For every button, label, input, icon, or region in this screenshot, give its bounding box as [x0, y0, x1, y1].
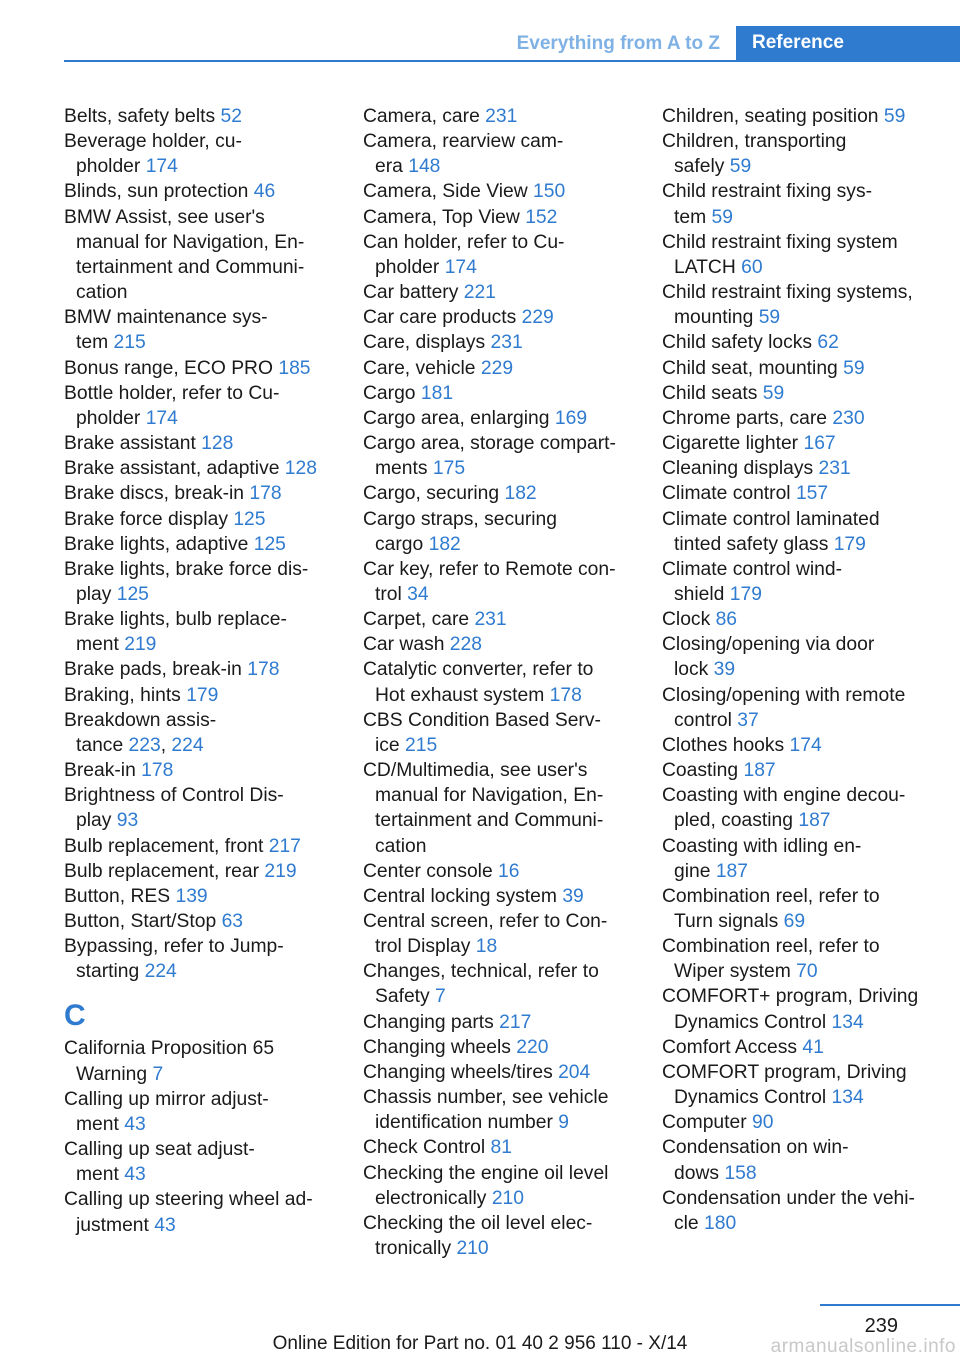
index-entry — [662, 179, 954, 229]
index-term: Coasting with engine decou- pled, coasting — [662, 785, 906, 832]
index-term: Camera, Top View — [363, 206, 526, 228]
index-entry — [662, 456, 954, 481]
index-entry — [64, 381, 334, 431]
header-section-title: Everything from A to Z — [516, 33, 720, 54]
index-term: Checking the engine oil level electronically — [363, 1162, 609, 1209]
index-term: Child restraint fixing system LATCH — [662, 231, 898, 278]
index-entry — [64, 557, 334, 607]
index-entry — [64, 884, 334, 909]
index-entry — [662, 683, 954, 733]
index-term: Care, displays — [363, 332, 491, 354]
index-term: Blinds, sun protection — [64, 181, 254, 203]
page-link[interactable]: 231 — [818, 458, 851, 480]
index-entry — [662, 481, 954, 506]
page-link[interactable]: 167 — [803, 433, 836, 455]
page-link[interactable]: 150 — [533, 181, 566, 203]
page-link[interactable]: 221 — [463, 282, 496, 304]
page-link[interactable]: 63 — [221, 911, 244, 932]
page-link[interactable]: 7 — [152, 1063, 164, 1085]
page-link[interactable]: 52 — [220, 106, 242, 127]
index-term: BMW maintenance sys- tem — [64, 307, 268, 354]
index-entry — [64, 607, 334, 657]
page-link[interactable]: 219 — [124, 634, 157, 656]
index-column-1 — [64, 104, 334, 1238]
index-entry — [662, 431, 954, 456]
index-term: Combination reel, refer to Wiper system — [662, 936, 880, 983]
index-entry — [662, 330, 954, 355]
page-link[interactable]: 59 — [762, 382, 785, 404]
page-link[interactable]: 34 — [407, 583, 429, 605]
page-link[interactable]: 59 — [729, 156, 752, 178]
page-link[interactable]: 39 — [562, 885, 584, 907]
page-link[interactable]: 174 — [145, 407, 178, 429]
index-term: Button, Start/Stop — [64, 911, 222, 932]
page-link[interactable]: 158 — [724, 1162, 757, 1184]
index-entry — [662, 129, 954, 179]
page-link[interactable]: 179 — [186, 684, 219, 706]
page-link[interactable]: 93 — [116, 810, 139, 832]
index-letter-heading: C — [64, 999, 86, 1033]
index-entry — [363, 205, 633, 230]
index-term: Cleaning displays — [662, 458, 819, 480]
index-term: Button, RES — [64, 885, 176, 907]
index-entry — [64, 859, 334, 884]
page-link[interactable]: 59 — [758, 307, 781, 329]
index-entry — [363, 507, 633, 557]
page-link[interactable]: 128 — [284, 458, 317, 480]
index-column-2 — [363, 104, 633, 1261]
index-term: Child safety locks — [662, 332, 818, 354]
index-term: Bulb replacement, rear — [64, 860, 265, 882]
page-link[interactable]: 18 — [475, 936, 498, 958]
page-link[interactable]: 148 — [408, 156, 441, 178]
page-link[interactable]: 90 — [752, 1112, 774, 1134]
index-entry — [662, 104, 954, 129]
index-term: Bonus range, ECO PRO — [64, 357, 279, 379]
index-entry — [662, 557, 954, 607]
index-entry — [662, 783, 954, 833]
index-term: Breakdown assis- tance — [64, 709, 217, 756]
index-entry — [363, 859, 633, 884]
page-link[interactable]: 37 — [737, 709, 759, 731]
index-term: Break-in — [64, 760, 142, 782]
page-link[interactable]: 219 — [264, 860, 297, 882]
index-entry — [662, 230, 954, 280]
index-entry — [64, 179, 334, 204]
index-term: Closing/opening via door lock — [662, 634, 875, 681]
index-term: Carpet, care — [363, 609, 475, 631]
index-entry — [363, 1211, 633, 1261]
index-entry — [64, 104, 334, 129]
page-link[interactable]: 231 — [490, 332, 523, 354]
index-entry — [64, 356, 334, 381]
index-entry — [363, 909, 633, 959]
index-entry — [363, 632, 633, 657]
index-term: Braking, hints — [64, 684, 187, 706]
index-term: Can holder, refer to Cu- pholder — [363, 231, 565, 278]
index-term: Coasting with idling en- gine — [662, 835, 862, 882]
page-link[interactable]: 41 — [802, 1036, 824, 1058]
index-entry — [64, 683, 334, 708]
index-entry — [662, 632, 954, 682]
index-entry — [363, 884, 633, 909]
page-link[interactable]: 181 — [420, 382, 454, 404]
index-entry — [363, 557, 633, 607]
index-term: Brake assistant — [64, 433, 202, 455]
page-link[interactable]: 46 — [253, 181, 276, 203]
index-entry — [363, 1135, 633, 1160]
index-term: Brake pads, break-in — [64, 659, 248, 681]
page-link[interactable]: 174 — [145, 156, 178, 178]
page-link[interactable]: 217 — [268, 835, 301, 857]
page-link[interactable]: 169 — [554, 407, 588, 429]
page-link[interactable]: 134 — [831, 1011, 864, 1033]
index-term: Cargo, securing — [363, 483, 505, 505]
index-term: Brake discs, break-in — [64, 483, 250, 505]
index-entry — [363, 129, 633, 179]
index-entry — [662, 834, 954, 884]
index-entry — [363, 758, 633, 859]
page-link[interactable]: 229 — [521, 307, 554, 329]
index-term: Child restraint fixing sys- tem — [662, 181, 873, 228]
index-term: Camera, care — [363, 106, 486, 127]
index-term: California Proposition 65 Warning — [64, 1038, 275, 1085]
index-term: Calling up seat adjust- ment — [64, 1139, 255, 1186]
page-link[interactable]: 178 — [141, 760, 174, 782]
index-term: Condensation under the vehi- cle — [662, 1187, 915, 1234]
index-term: Bulb replacement, front — [64, 835, 269, 857]
index-entry — [662, 984, 954, 1034]
index-entry — [662, 1135, 954, 1185]
index-term: Children, seating position — [662, 106, 884, 127]
index-term: Child seats — [662, 382, 763, 404]
index-term: Changes, technical, refer to Safety — [363, 961, 599, 1008]
index-term: Brake lights, brake force dis- play — [64, 558, 309, 605]
index-entry — [363, 381, 633, 406]
index-entry — [64, 1036, 334, 1086]
page-link[interactable]: 59 — [843, 357, 865, 379]
index-term: Car care products — [363, 307, 522, 329]
index-entry — [64, 431, 334, 456]
page-link[interactable]: 210 — [456, 1238, 489, 1260]
index-entry — [363, 280, 633, 305]
index-entry — [662, 607, 954, 632]
index-term: Clock — [662, 609, 716, 631]
index-term: Bypassing, refer to Jump- starting — [64, 936, 284, 983]
index-term: Beverage holder, cu- pholder — [64, 131, 242, 178]
page-number-rule — [820, 1304, 960, 1306]
index-entry — [64, 909, 334, 934]
index-entry — [662, 356, 954, 381]
watermark: armanualsonline.info — [770, 1336, 956, 1357]
index-entry — [662, 381, 954, 406]
page-link[interactable]: 125 — [253, 533, 286, 555]
index-term: COMFORT+ program, Driving Dynamics Control — [662, 986, 919, 1033]
page-link[interactable]: 86 — [715, 609, 738, 631]
index-entry — [64, 129, 334, 179]
index-term: Care, vehicle — [363, 357, 481, 379]
index-entry — [363, 1035, 633, 1060]
page-link[interactable]: 187 — [743, 760, 776, 782]
index-term: Changing parts — [363, 1011, 500, 1033]
index-entry — [363, 1161, 633, 1211]
page-link[interactable]: 175 — [432, 458, 466, 480]
index-term: Check Control — [363, 1137, 491, 1159]
index-entry — [363, 179, 633, 204]
index-entry — [64, 657, 334, 682]
index-term: Chrome parts, care — [662, 407, 833, 429]
index-term: Brightness of Control Dis- play — [64, 785, 284, 832]
page-link[interactable]: 215 — [113, 332, 146, 354]
page-link[interactable]: 62 — [817, 332, 839, 354]
index-term: Bottle holder, refer to Cu- pholder — [64, 382, 280, 429]
index-term: Child restraint fixing systems, mounting — [662, 282, 913, 329]
index-entry — [363, 1060, 633, 1085]
index-entry — [363, 1085, 633, 1135]
index-term: BMW Assist, see user's manual for Navigation, En- tertainment and Communi- cation — [64, 206, 305, 304]
page-link[interactable]: 69 — [783, 911, 806, 932]
index-term: Car key, refer to Remote con- trol — [363, 558, 616, 605]
page-link[interactable]: 180 — [704, 1212, 737, 1234]
page-link[interactable]: 224 — [144, 961, 177, 983]
index-entry — [64, 1087, 334, 1137]
index-term: Catalytic converter, refer to Hot exhaust system — [363, 659, 594, 706]
index-entry — [363, 657, 633, 707]
index-term: Cargo area, enlarging — [363, 407, 555, 429]
index-entry — [363, 607, 633, 632]
index-term: Climate control wind- shield — [662, 558, 843, 605]
index-entry — [662, 1060, 954, 1110]
index-term: Climate control — [662, 483, 796, 505]
page-link[interactable]: 179 — [729, 583, 762, 605]
index-term: Car battery — [363, 282, 464, 304]
page-link[interactable]: 157 — [795, 483, 829, 505]
index-term: Cigarette lighter — [662, 433, 804, 455]
index-column-3 — [662, 104, 954, 1236]
page-link[interactable]: 59 — [883, 106, 906, 127]
index-entry — [662, 280, 954, 330]
index-entry — [363, 708, 633, 758]
index-entry — [662, 733, 954, 758]
index-entry — [64, 205, 334, 306]
page-link[interactable]: 174 — [789, 734, 822, 756]
index-term: Changing wheels/tires — [363, 1061, 559, 1083]
page-link[interactable]: 210 — [491, 1187, 524, 1209]
index-term: Calling up mirror adjust- ment — [64, 1088, 269, 1135]
index-term: Child seat, mounting — [662, 357, 844, 379]
index-entry — [64, 1187, 334, 1237]
index-entry — [662, 934, 954, 984]
page-link[interactable]: 174 — [444, 256, 477, 278]
index-term: Condensation on win- dows — [662, 1137, 849, 1184]
index-term: Climate control laminated tinted safety glass — [662, 508, 880, 555]
index-entry — [363, 431, 633, 481]
index-entry — [363, 230, 633, 280]
index-term: Changing wheels — [363, 1036, 517, 1058]
page-link[interactable]: 187 — [798, 810, 831, 832]
page-link[interactable]: 215 — [405, 734, 438, 756]
page-link[interactable]: 178 — [549, 684, 582, 706]
header-rule — [64, 60, 960, 62]
page-link[interactable]: 230 — [832, 407, 865, 429]
page-link[interactable]: 70 — [796, 961, 818, 983]
index-term: Cargo area, storage compart- ments — [363, 433, 616, 480]
page-link[interactable]: 152 — [525, 206, 558, 228]
page-link[interactable]: 128 — [201, 433, 234, 455]
page-link[interactable]: 9 — [558, 1112, 570, 1134]
page-link[interactable]: 125 — [116, 583, 149, 605]
index-entry — [363, 481, 633, 506]
index-entry — [64, 507, 334, 532]
page-link[interactable]: 204 — [558, 1061, 591, 1083]
index-term: Camera, Side View — [363, 181, 534, 203]
index-entry — [363, 406, 633, 431]
index-entry — [64, 532, 334, 557]
page-link[interactable]: 60 — [741, 256, 763, 278]
page-link[interactable]: 223 — [128, 734, 161, 756]
index-term: Coasting — [662, 760, 744, 782]
index-term: Computer — [662, 1112, 753, 1134]
index-term: Central locking system — [363, 885, 563, 907]
page-link[interactable]: 217 — [499, 1011, 532, 1033]
index-term: Brake force display — [64, 508, 234, 530]
page-link[interactable]: 231 — [485, 106, 518, 127]
index-entry — [64, 456, 334, 481]
index-term: Brake assistant, adaptive — [64, 458, 285, 480]
page-link[interactable]: 81 — [490, 1137, 512, 1159]
index-entry — [363, 959, 633, 1009]
page-link[interactable]: 178 — [249, 483, 282, 505]
page-link[interactable]: 229 — [480, 357, 514, 379]
index-term: COMFORT program, Driving Dynamics Control — [662, 1061, 907, 1109]
index-entry — [662, 884, 954, 934]
index-entry — [64, 1137, 334, 1187]
page-link[interactable]: 224 — [171, 734, 204, 756]
page-link[interactable]: 139 — [175, 885, 208, 907]
page-link[interactable]: 187 — [715, 860, 748, 882]
index-entry — [363, 305, 633, 330]
index-term: Cargo straps, securing cargo — [363, 508, 557, 555]
index-term: Checking the oil level elec- tronically — [363, 1212, 593, 1260]
page-link[interactable]: 59 — [711, 206, 733, 228]
index-entry — [363, 330, 633, 355]
page-link[interactable]: 16 — [498, 860, 520, 882]
index-term: Closing/opening with remote control — [662, 684, 906, 731]
page-link[interactable]: 43 — [124, 1113, 146, 1135]
index-entry — [662, 406, 954, 431]
header-tab-reference[interactable]: Reference — [736, 26, 960, 62]
index-entry — [64, 305, 334, 355]
index-term: Comfort Access — [662, 1036, 803, 1058]
page-link[interactable]: 182 — [504, 483, 537, 505]
page-link[interactable]: 43 — [124, 1164, 146, 1186]
index-term: Brake lights, bulb replace- ment — [64, 609, 287, 656]
index-entry — [662, 758, 954, 783]
footer-edition: Online Edition for Part no. 01 40 2 956 110 - X/14 — [272, 1333, 688, 1354]
page-link[interactable]: 125 — [233, 508, 266, 530]
page-link[interactable]: 185 — [278, 357, 311, 379]
index-entry — [363, 104, 633, 129]
page-link[interactable]: 178 — [247, 659, 280, 681]
page-link[interactable]: 182 — [428, 533, 461, 555]
index-term: Center console — [363, 860, 499, 882]
index-term: Belts, safety belts — [64, 106, 221, 127]
index-entry — [64, 481, 334, 506]
index-entry — [64, 834, 334, 859]
page-link[interactable]: 39 — [713, 659, 736, 681]
index-term: Brake lights, adaptive — [64, 533, 254, 555]
page-link[interactable]: 179 — [833, 533, 866, 555]
index-term: Cargo — [363, 382, 421, 404]
index-term: Camera, rearview cam- era — [363, 131, 564, 178]
page-link[interactable]: 43 — [154, 1214, 176, 1236]
index-term: Calling up steering wheel ad- justment — [64, 1189, 313, 1236]
index-entry — [662, 1186, 954, 1236]
index-entry — [363, 356, 633, 381]
index-term: Clothes hooks — [662, 734, 790, 756]
index-term: Central screen, refer to Con- trol Display — [363, 911, 608, 958]
index-term: CBS Condition Based Serv- ice — [363, 709, 601, 756]
index-entry — [64, 758, 334, 783]
index-entry — [64, 934, 334, 984]
page-number: 239 — [864, 1315, 898, 1337]
index-term: Children, transporting safely — [662, 131, 847, 178]
page-link[interactable]: 231 — [474, 609, 507, 631]
index-entry — [64, 783, 334, 833]
page-link[interactable]: 220 — [516, 1036, 549, 1058]
index-entry — [662, 507, 954, 557]
index-entry — [662, 1110, 954, 1135]
index-term: Chassis number, see vehicle identification number — [363, 1087, 609, 1134]
page-link[interactable]: 228 — [449, 634, 482, 656]
index-entry: Breakdown assis- tance 223, 224 — [64, 709, 217, 756]
page-link[interactable]: 7 — [435, 986, 446, 1008]
index-term: CD/Multimedia, see user's manual for Navigation, En- tertainment and Communi- cation — [363, 760, 604, 857]
index-entry — [662, 1035, 954, 1060]
index-entry — [363, 1010, 633, 1035]
index-term: Combination reel, refer to Turn signals — [662, 885, 880, 932]
page-link[interactable]: 134 — [831, 1087, 864, 1109]
index-term: Car wash — [363, 634, 450, 656]
